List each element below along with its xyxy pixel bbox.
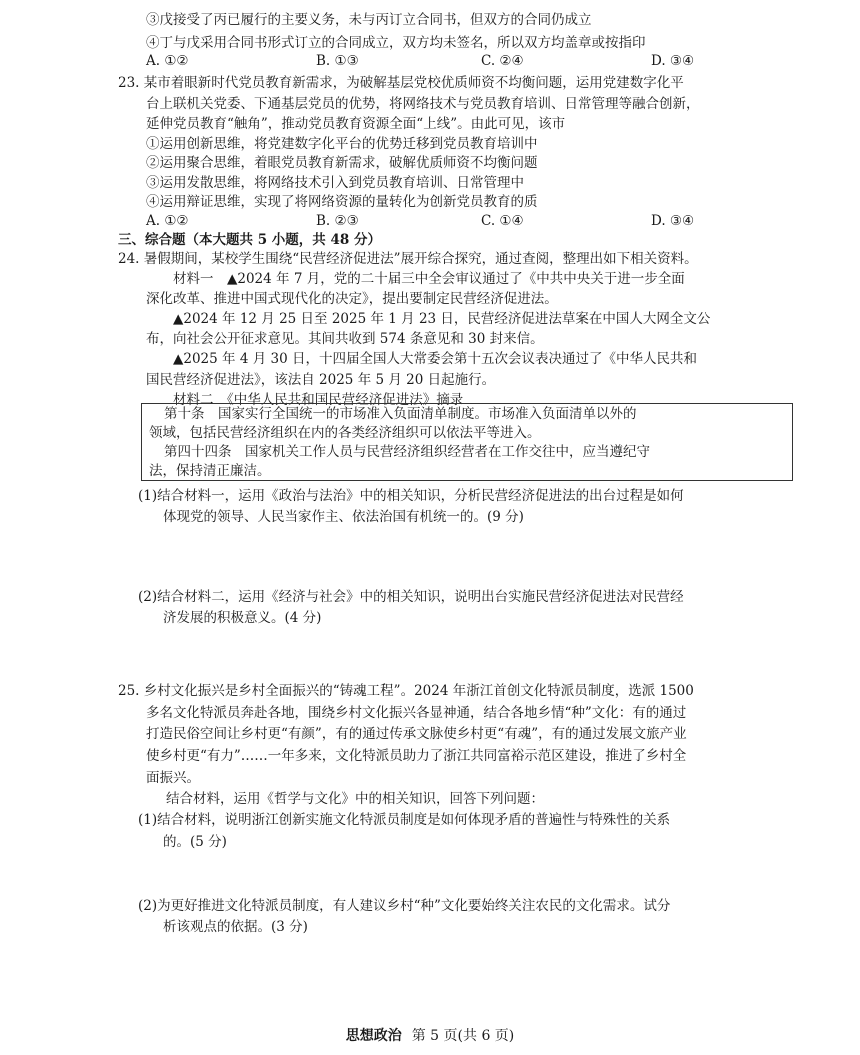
q23-options (146, 213, 806, 230)
article-10-line-2: 领域，包括民营经济组织在内的各类经济组织可以依法平等进入。 (149, 425, 541, 441)
q22-options (146, 53, 806, 70)
article-10-line-1: 第十条 国家实行全国统一的市场准入负面清单制度。市场准入负面清单以外的 (164, 406, 637, 422)
q23-statement-3: ③运用发散思维，将网络技术引入到党员教育培训、日常管理中 (146, 175, 524, 191)
q23-stem-line-2: 台上联机关党委、下通基层党员的优势，将网络技术与党员教育培训、日常管理等融合创新， (146, 96, 700, 112)
q22-option-c[interactable]: C. ②④ (481, 53, 524, 69)
q23-stem-line-3: 延伸党员教育“触角”，推动党员教育资源全面“上线”。由此可见，该市 (146, 116, 566, 132)
q23-option-b[interactable]: B. ②③ (316, 213, 359, 229)
q22-statement-4: ④丁与戊采用合同书形式订立的合同成立，双方均未签名，所以双方均盖章或按指印 (146, 35, 646, 51)
q24-material1-line-1: 材料一 ▲2024 年 7 月，党的二十届三中全会审议通过了《中共中央关于进一步全面 (173, 271, 685, 287)
q24-material1-line-2: 深化改革、推进中国式现代化的决定》，提出要制定民营经济促进法。 (146, 291, 558, 307)
q23-statement-2: ②运用聚合思维，着眼党员教育新需求，破解优质师资不均衡问题 (146, 155, 538, 171)
q24-material2-excerpt-box (141, 403, 793, 481)
article-44-line-2: 法，保持清正廉洁。 (149, 463, 271, 479)
q23-option-a[interactable]: A. ①② (146, 213, 189, 229)
q24-sub2-line-1: (2)结合材料二，运用《经济与社会》中的相关知识，说明出台实施民营经济促进法对民营经 (138, 589, 684, 605)
q25-stem-line-2: 多名文化特派员奔赴各地，围绕乡村文化振兴各显神通，结合各地乡情“种”文化：有的通过 (146, 705, 687, 721)
q22-statement-3: ③戊接受了丙已履行的主要义务，未与丙订立合同书，但双方的合同仍成立 (146, 12, 592, 28)
q24-material1-line-4: 布，向社会公开征求意见。其间共收到 574 条意见和 30 封来信。 (146, 331, 544, 347)
q24-sub1-line-2: 体现党的领导、人民当家作主、依法治国有机统一的。(9 分) (163, 509, 524, 525)
q22-option-d[interactable]: D. ③④ (651, 53, 695, 69)
q23-statement-1: ①运用创新思维，将党建数字化平台的优势迁移到党员教育培训中 (146, 136, 538, 152)
q25-stem-line-5: 面振兴。 (146, 770, 200, 786)
q25-sub1-line-1: (1)结合材料，说明浙江创新实施文化特派员制度是如何体现矛盾的普遍性与特殊性的关系 (138, 812, 671, 828)
footer-page-number: 第 5 页(共 6 页) (411, 1028, 515, 1044)
section-heading: 三、综合题（本大题共 5 小题，共 48 分） (118, 232, 381, 248)
q25-stem-line-1: 25. 乡村文化振兴是乡村全面振兴的“铸魂工程”。2024 年浙江首创文化特派员制度，选派 1500 (118, 683, 694, 699)
q24-material1-line-5: ▲2025 年 4 月 30 日，十四届全国人大常委会第十五次会议表决通过了《中华人民共和 (173, 351, 697, 367)
q23-stem-line-1: 23. 某市着眼新时代党员教育新需求，为破解基层党校优质师资不均衡问题，运用党建数字化平 (118, 75, 684, 91)
q23-statement-4: ④运用辩证思维，实现了将网络资源的量转化为创新党员教育的质 (146, 194, 538, 210)
q23-option-c[interactable]: C. ①④ (481, 213, 524, 229)
footer-subject: 思想政治 (345, 1028, 402, 1044)
article-44-line-1: 第四十四条 国家机关工作人员与民营经济组织经营者在工作交往中，应当遵纪守 (164, 444, 650, 460)
q24-material1-line-3: ▲2024 年 12 月 25 日至 2025 年 1 月 23 日，民营经济促进法草案在中国人大网全文公 (173, 311, 711, 327)
q24-material2-title: 材料二 《中华人民共和国民营经济促进法》摘录 (173, 392, 464, 408)
q24-intro: 24. 暑假期间，某校学生围绕“民营经济促进法”展开综合探究，通过查阅，整理出如下相关资料。 (118, 251, 698, 267)
q25-stem-line-3: 打造民俗空间让乡村更“有颜”，有的通过传承文脉使乡村更“有魂”，有的通过发展文旅产业 (146, 726, 687, 742)
page-footer (0, 1025, 860, 1045)
q25-sub2-line-2: 析该观点的依据。(3 分) (163, 919, 308, 935)
q24-sub1-line-1: (1)结合材料一，运用《政治与法治》中的相关知识，分析民营经济促进法的出台过程是如何 (138, 488, 684, 504)
q25-instruction: 结合材料，运用《哲学与文化》中的相关知识，回答下列问题： (166, 791, 544, 807)
q25-sub2-line-1: (2)为更好推进文化特派员制度，有人建议乡村“种”文化要始终关注农民的文化需求。试分 (138, 898, 671, 914)
q23-option-d[interactable]: D. ③④ (651, 213, 695, 229)
q24-sub2-line-2: 济发展的积极意义。(4 分) (163, 610, 322, 626)
q22-option-a[interactable]: A. ①② (146, 53, 189, 69)
q25-sub1-line-2: 的。(5 分) (163, 834, 227, 850)
q22-option-b[interactable]: B. ①③ (316, 53, 359, 69)
q25-stem-line-4: 使乡村更“有力”……一年多来，文化特派员助力了浙江共同富裕示范区建设，推进了乡村全 (146, 748, 687, 764)
q24-material1-line-6: 国民营经济促进法》，该法自 2025 年 5 月 20 日起施行。 (146, 372, 496, 388)
